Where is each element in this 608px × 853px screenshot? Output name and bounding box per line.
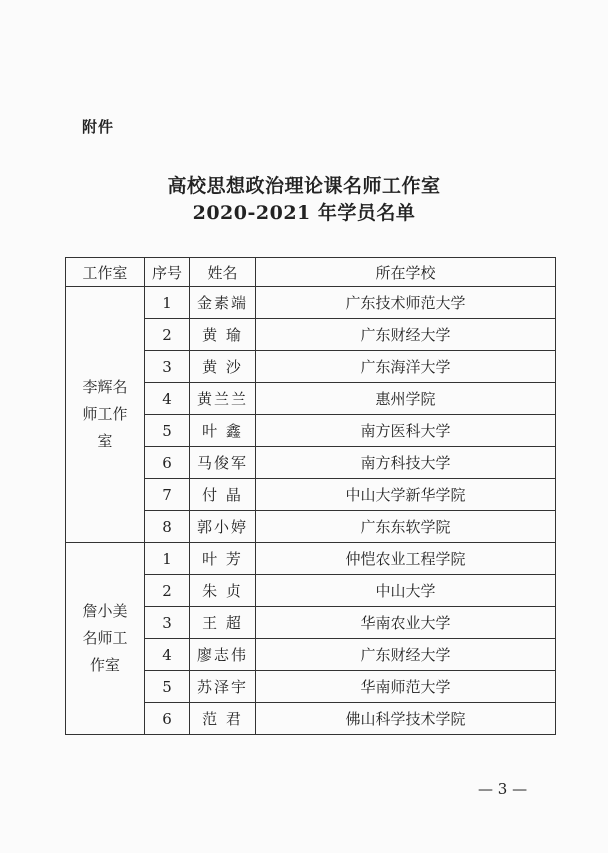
member-name: 叶 芳 (190, 543, 256, 575)
document-subtitle: 2020-2021 年学员名单 (192, 202, 416, 224)
member-school: 广东技术师范大学 (256, 287, 556, 319)
studio-cell: 詹小美名师工作室 (66, 543, 145, 735)
member-school: 华南师范大学 (256, 671, 556, 703)
member-name: 马俊军 (190, 447, 256, 479)
header-name: 姓名 (190, 258, 256, 287)
member-school: 南方科技大学 (256, 447, 556, 479)
row-number: 7 (145, 479, 190, 511)
member-name: 付 晶 (190, 479, 256, 511)
row-number: 3 (145, 351, 190, 383)
member-name: 黄 沙 (190, 351, 256, 383)
member-name: 叶 鑫 (190, 415, 256, 447)
member-name: 金素端 (190, 287, 256, 319)
row-number: 4 (145, 383, 190, 415)
member-name: 朱 贞 (190, 575, 256, 607)
row-number: 2 (145, 575, 190, 607)
table-row (66, 287, 556, 319)
member-name: 黄兰兰 (190, 383, 256, 415)
row-number: 6 (145, 447, 190, 479)
header-school: 所在学校 (256, 258, 556, 287)
page-number: — 3 — (478, 780, 528, 798)
member-school: 南方医科大学 (256, 415, 556, 447)
row-number: 4 (145, 639, 190, 671)
row-number: 1 (145, 287, 190, 319)
row-number: 1 (145, 543, 190, 575)
member-name: 郭小婷 (190, 511, 256, 543)
member-school: 广东海洋大学 (256, 351, 556, 383)
row-number: 3 (145, 607, 190, 639)
roster-table (65, 257, 556, 735)
attachment-label: 附件 (82, 118, 115, 136)
member-name: 黄 瑜 (190, 319, 256, 351)
document-title: 高校思想政治理论课名师工作室 (167, 175, 441, 197)
table-header-row (66, 258, 556, 287)
member-school: 仲恺农业工程学院 (256, 543, 556, 575)
studio-cell: 李辉名师工作室 (66, 287, 145, 543)
member-school: 中山大学新华学院 (256, 479, 556, 511)
member-school: 中山大学 (256, 575, 556, 607)
header-number: 序号 (145, 258, 190, 287)
table-row (66, 543, 556, 575)
member-school: 广东东软学院 (256, 511, 556, 543)
row-number: 2 (145, 319, 190, 351)
row-number: 6 (145, 703, 190, 735)
member-name: 苏泽宇 (190, 671, 256, 703)
row-number: 5 (145, 671, 190, 703)
member-school: 华南农业大学 (256, 607, 556, 639)
member-name: 范 君 (190, 703, 256, 735)
member-school: 广东财经大学 (256, 319, 556, 351)
row-number: 5 (145, 415, 190, 447)
member-name: 廖志伟 (190, 639, 256, 671)
member-school: 佛山科学技术学院 (256, 703, 556, 735)
member-school: 惠州学院 (256, 383, 556, 415)
row-number: 8 (145, 511, 190, 543)
header-studio: 工作室 (66, 258, 145, 287)
member-name: 王 超 (190, 607, 256, 639)
member-school: 广东财经大学 (256, 639, 556, 671)
